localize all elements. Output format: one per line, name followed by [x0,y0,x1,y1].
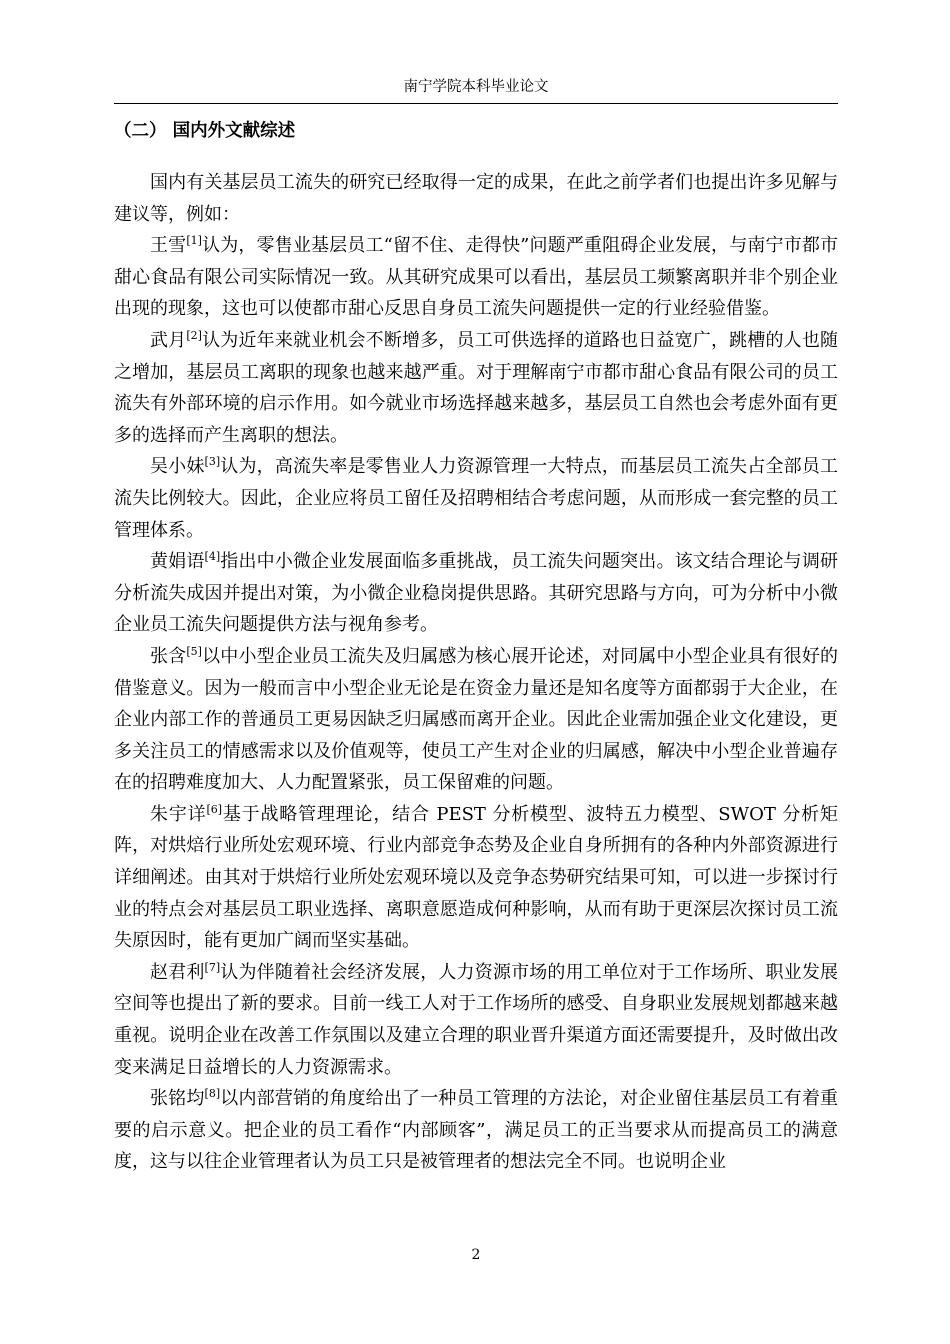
citation-marker: [1] [186,234,202,248]
paragraph-text: 以中小型企业员工流失及归属感为核心展开论述，对同属中小型企业具有很好的借鉴意义。因为一般而言中小型企业无论是在资金力量还是知名度等方面都弱于大企业，在企业内部工作的普通员工更易因缺乏归属感而离开企业。因此企业需加强企业文化建设，更多关注员工的情感需求以及价值观等，使员工产生对企业的归属感，解决中小型企业普遍存在的招聘难度加大、人力配置紧张，员工保留难的问题。 [114,645,839,794]
citation-marker: [2] [186,328,202,342]
header-rule [114,103,838,104]
review-paragraph [114,1083,838,1178]
author-name: 吴小妹 [150,456,205,478]
intro-paragraph [114,167,838,230]
author-name: 王雪 [150,235,187,257]
paragraph-text: 认为，高流失率是零售业人力资源管理一大特点，而基层员工流失占全部员工流失比例较大。因此，企业应将员工留任及招聘相结合考虑问题，从而形成一套完整的员工管理体系。 [114,456,839,541]
review-paragraph [114,230,838,325]
paragraph-text: 国内有关基层员工流失的研究已经取得一定的成果，在此之前学者们也提出许多见解与建议等，例如： [114,172,838,225]
paragraph-text: 以内部营销的角度给出了一种员工管理的方法论，对企业留住基层员工有着重要的启示意义。把企业的员工看作“内部顾客”，满足员工的正当要求从而提高员工的满意度，这与以往企业管理者认为员工只是被管理者的想法完全不同。也说明企业 [114,1088,839,1173]
review-paragraph [114,799,838,957]
paragraph-text: 认为，零售业基层员工“留不住、走得快”问题严重阻碍企业发展，与南宁市都市甜心食品有限公司实际情况一致。从其研究成果可以看出，基层员工频繁离职并非个别企业出现的现象，这也可以使都市甜心反思自身员工流失问题提供一定的行业经验借鉴。 [114,235,839,320]
citation-marker: [7] [204,960,221,974]
review-paragraph [114,546,838,641]
citation-marker: [4] [204,550,221,564]
author-name: 赵君利 [150,961,205,983]
review-paragraph [114,451,838,546]
paragraph-text: 认为伴随着社会经济发展，人力资源市场的用工单位对于工作场所、职业发展空间等也提出了新的要求。目前一线工人对于工作场所的感受、自身职业发展规划都越来越重视。说明企业在改善工作氛围以及建立合理的职业晋升渠道方面还需要提升，及时做出改变来满足日益增长的人力资源需求。 [114,961,839,1078]
review-paragraph [114,325,838,451]
section-title: （二） 国内外文献综述 [114,121,296,141]
paragraph-text: 基于战略管理理论，结合 PEST 分析模型、波特五力模型、SWOT 分析矩阵，对烘焙行业所处宏观环境、行业内部竞争态势及企业自身所拥有的各种内外部资源进行详细阐述。由其对于烘焙行业所处宏观环境以及竞争态势研究结果可知，可以进一步探讨行业的特点会对基层员工职业选择、离职意愿造成何种影响，从而有助于更深层次探讨员工流失原因时，能有更加广阔而坚实基础。 [114,803,838,952]
citation-marker: [3] [204,455,221,469]
author-name: 张含 [150,645,187,667]
citation-marker: [8] [204,1087,221,1101]
review-paragraph [114,957,838,1083]
author-name: 武月 [150,329,187,351]
review-paragraph [114,641,838,799]
body-text [114,167,838,1178]
citation-marker: [5] [186,644,202,658]
page-header: 南宁学院本科毕业论文 [403,79,549,95]
author-name: 黄娟语 [150,551,205,573]
citation-marker: [6] [206,802,223,816]
author-name: 朱宇详 [150,803,207,825]
page-number: 2 [471,1247,481,1263]
author-name: 张铭均 [150,1088,205,1110]
paragraph-text: 指出中小微企业发展面临多重挑战，员工流失问题突出。该文结合理论与调研分析流失成因并提出对策，为小微企业稳岗提供思路。其研究思路与方向，可为分析中小微企业员工流失问题提供方法与视角参考。 [114,551,839,636]
paragraph-text: 认为近年来就业机会不断增多，员工可供选择的道路也日益宽广，跳槽的人也随之增加，基层员工离职的现象也越来越严重。对于理解南宁市都市甜心食品有限公司的员工流失有外部环境的启示作用。如今就业市场选择越来越多，基层员工自然也会考虑外面有更多的选择而产生离职的想法。 [114,329,839,446]
